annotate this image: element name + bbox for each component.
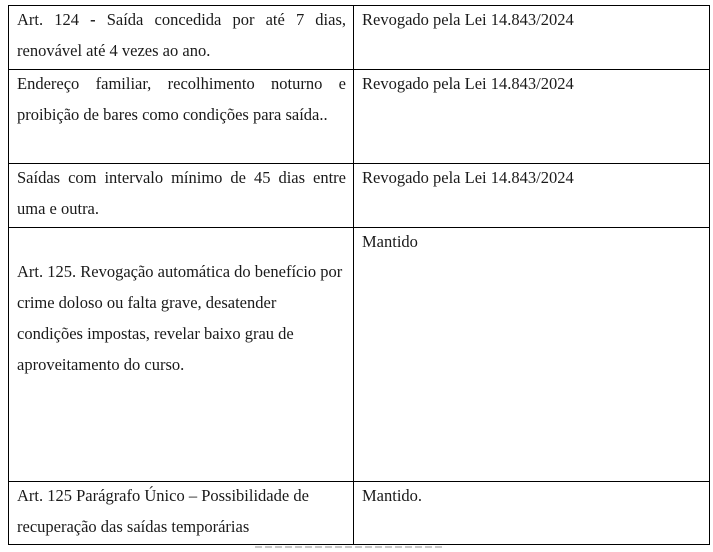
status-cell bbox=[354, 164, 710, 228]
status-cell bbox=[354, 70, 710, 164]
status-text: Revogado pela Lei 14.843/2024 bbox=[362, 10, 574, 29]
status-text: Revogado pela Lei 14.843/2024 bbox=[362, 168, 574, 187]
status-text: Mantido bbox=[362, 232, 418, 251]
table-row bbox=[9, 482, 710, 545]
original-provision-cell bbox=[9, 70, 354, 164]
status-text: Mantido. bbox=[362, 486, 423, 505]
status-text: Revogado pela Lei 14.843/2024 bbox=[362, 74, 574, 93]
original-provision-cell bbox=[9, 164, 354, 228]
status-cell bbox=[354, 228, 710, 482]
status-cell bbox=[354, 6, 710, 70]
provision-text: Endereço familiar, recolhimento noturno e proibição de bares como condições para saída.. bbox=[17, 74, 346, 124]
table-row bbox=[9, 228, 710, 482]
original-provision-cell bbox=[9, 6, 354, 70]
provision-text: Art. 125. Revogação automática do benefício por crime doloso ou falta grave, desatender condições impostas, revelar baixo grau de aproveitamento do curso. bbox=[17, 262, 343, 374]
provision-text: Saídas com intervalo mínimo de 45 dias entre uma e outra. bbox=[17, 168, 346, 218]
cropped-caption-fragment bbox=[0, 544, 713, 552]
caption-remnant bbox=[255, 546, 445, 548]
table-row bbox=[9, 164, 710, 228]
table-row bbox=[9, 6, 710, 70]
original-provision-cell bbox=[9, 228, 354, 482]
table-row bbox=[9, 70, 710, 164]
provision-text: Art. 124 - Saída concedida por até 7 dias, renovável até 4 vezes ao ano. bbox=[17, 10, 347, 60]
comparison-table bbox=[8, 5, 710, 545]
provision-text: Art. 125 Parágrafo Único – Possibilidade de recuperação das saídas temporárias bbox=[17, 486, 309, 536]
status-cell bbox=[354, 482, 710, 545]
original-provision-cell bbox=[9, 482, 354, 545]
